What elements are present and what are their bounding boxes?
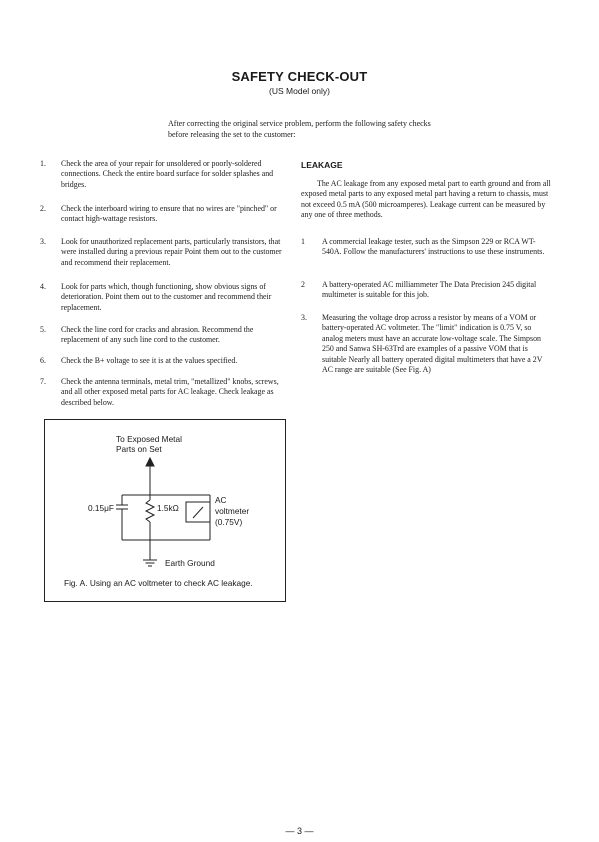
leakage-intro: The AC leakage from any exposed metal part to earth ground and from all exposed metal parts to any exposed metal part having a return to chassis, must not exceed 0.5 mA (500 microamperes). Leakage current can be measured by any one of three methods.: [301, 179, 551, 220]
list-item-number: 7.: [40, 377, 46, 386]
list-item-number: 2: [301, 280, 305, 289]
list-item-number: 3.: [40, 237, 46, 246]
voltmeter-label-line: AC: [215, 495, 227, 505]
page-title: SAFETY CHECK-OUT: [231, 69, 368, 84]
list-item-text: A battery-operated AC milliammeter The Data Precision 245 digital multimeter is suitable for this job.: [322, 280, 537, 300]
figure-top-label-line: To Exposed Metal: [116, 434, 182, 444]
list-item-number: 1: [301, 237, 305, 246]
list-item-text: Look for unauthorized replacement parts, particularly transistors, that were installed during a previous repair Point them out to the customer and recommend their replacement.: [61, 237, 282, 267]
list-item-number: 6.: [40, 356, 46, 365]
list-item-number: 2.: [40, 204, 46, 213]
list-item-number: 5.: [40, 325, 46, 334]
list-item-text: Check the area of your repair for unsoldered or poorly-soldered connections. Check the entire board surface for solder splashes and bridges.: [61, 159, 274, 189]
list-item-text: Check the interboard wiring to ensure that no wires are "pinched" or contact high-wattage resistors.: [61, 204, 277, 224]
list-item-number: 3.: [301, 313, 307, 322]
resistor-label: 1.5kΩ: [157, 503, 179, 513]
capacitor-label: 0.15μF: [88, 503, 114, 513]
figure-top-label-line: Parts on Set: [116, 444, 162, 454]
list-item-text: Measuring the voltage drop across a resistor by means of a VOM or battery-operated AC voltmeter. The "limit" indication is 0.75 V, so analog meters must have an accurate low-voltage scale. The Simpson 250 and Sanwa SH-63Trd are examples of a passive VOM that is suitable Nearly all battery operated digital multimeters that have a 2V AC range are suitable (See Fig. A): [322, 313, 543, 375]
voltmeter-label: [215, 495, 249, 528]
voltmeter-label-line: (0.75V): [215, 517, 243, 527]
list-item-text: Check the B+ voltage to see it is at the values specified.: [61, 356, 238, 365]
page-number: — 3 —: [285, 826, 314, 836]
figure-top-label: [116, 434, 182, 454]
page-subtitle: (US Model only): [269, 86, 330, 96]
voltmeter-label-line: voltmeter: [215, 506, 250, 516]
intro-paragraph: After correcting the original service problem, perform the following safety checks before releasing the set to the customer:: [168, 119, 431, 139]
list-item-number: 4.: [40, 282, 46, 291]
leakage-heading: LEAKAGE: [301, 160, 343, 170]
list-item-text: Check the antenna terminals, metal trim, "metallized" knobs, screws, and all other exposed metal parts for AC leakage. Check leakage as described below.: [61, 377, 279, 407]
ground-label: Earth Ground: [165, 558, 215, 568]
list-item-text: Check the line cord for cracks and abrasion. Recommend the replacement of any such line cord to the customer.: [61, 325, 254, 345]
figure-caption: Fig. A. Using an AC voltmeter to check AC leakage.: [64, 578, 253, 588]
list-item-text: A commercial leakage tester, such as the Simpson 229 or RCA WT-540A. Follow the manufacturers' instructions to use these instruments.: [322, 237, 545, 257]
list-item-text: Look for parts which, though functioning, show obvious signs of deterioration. Point them out to the customer and recommend their replacement.: [61, 282, 272, 312]
list-item-number: 1.: [40, 159, 46, 168]
